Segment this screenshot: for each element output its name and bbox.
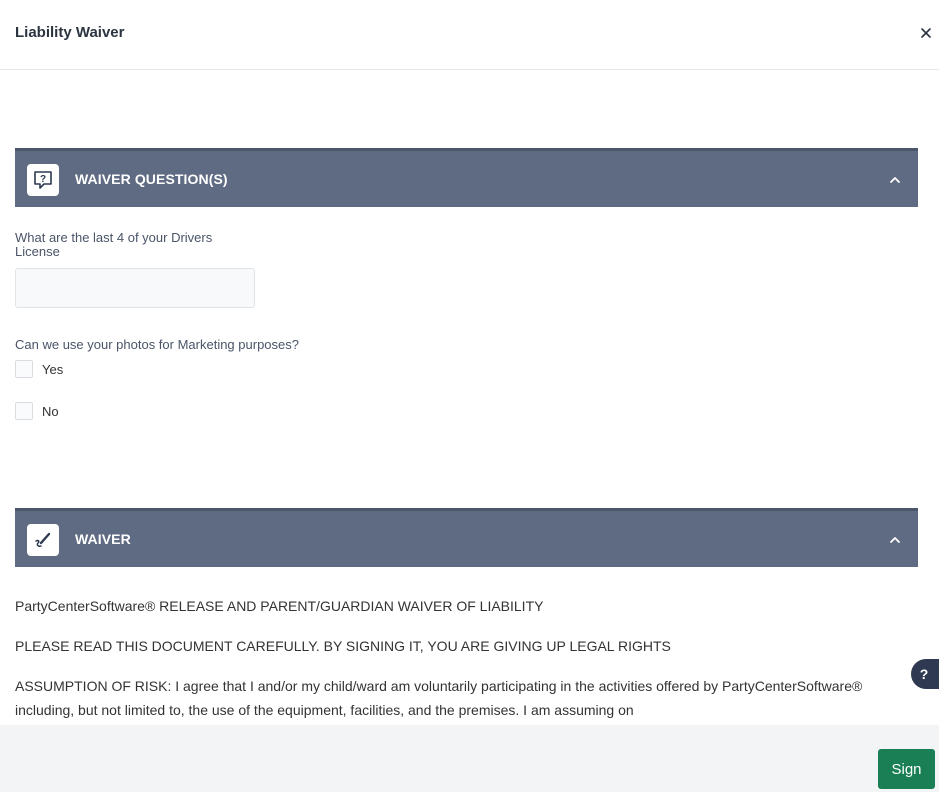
question-label: What are the last 4 of your Drivers License (15, 230, 213, 259)
question-label: Can we use your photos for Marketing purposes? (15, 337, 299, 352)
waiver-warning: PLEASE READ THIS DOCUMENT CAREFULLY. BY SIGNING IT, YOU ARE GIVING UP LEGAL RIGHTS (15, 638, 671, 654)
section-title: WAIVER QUESTION(S) (75, 171, 228, 187)
question-bubble-icon (27, 164, 59, 196)
waiver-heading: PartyCenterSoftware® RELEASE AND PARENT/GUARDIAN WAIVER OF LIABILITY (15, 598, 544, 614)
option-no[interactable] (15, 402, 59, 420)
close-icon[interactable] (919, 26, 933, 40)
waiver-section-header[interactable] (15, 508, 918, 567)
checkbox[interactable] (15, 402, 33, 420)
signature-icon (27, 524, 59, 556)
sign-button[interactable]: Sign (878, 749, 935, 789)
waiver-body (15, 594, 915, 722)
option-label: Yes (42, 361, 64, 377)
waiver-paragraph: ASSUMPTION OF RISK: I agree that I and/or my child/ward am voluntarily participating in the activities offered by PartyCenterSoftware® including, but not limited to, the use of the equipment, facilities, and the premises. I am assuming on (15, 678, 863, 718)
checkbox[interactable] (15, 360, 33, 378)
modal-title: Liability Waiver (15, 24, 125, 41)
drivers-license-input[interactable] (15, 268, 255, 308)
chevron-up-icon[interactable] (888, 173, 902, 187)
svg-text:?: ? (39, 174, 47, 185)
help-icon[interactable]: ? (911, 659, 939, 689)
option-yes[interactable] (15, 360, 63, 378)
modal-header (0, 0, 939, 70)
waiver-questions-section-header[interactable] (15, 148, 918, 207)
section-title: WAIVER (75, 531, 131, 547)
option-label: No (42, 403, 59, 419)
modal-footer (0, 725, 939, 792)
chevron-up-icon[interactable] (888, 533, 902, 547)
